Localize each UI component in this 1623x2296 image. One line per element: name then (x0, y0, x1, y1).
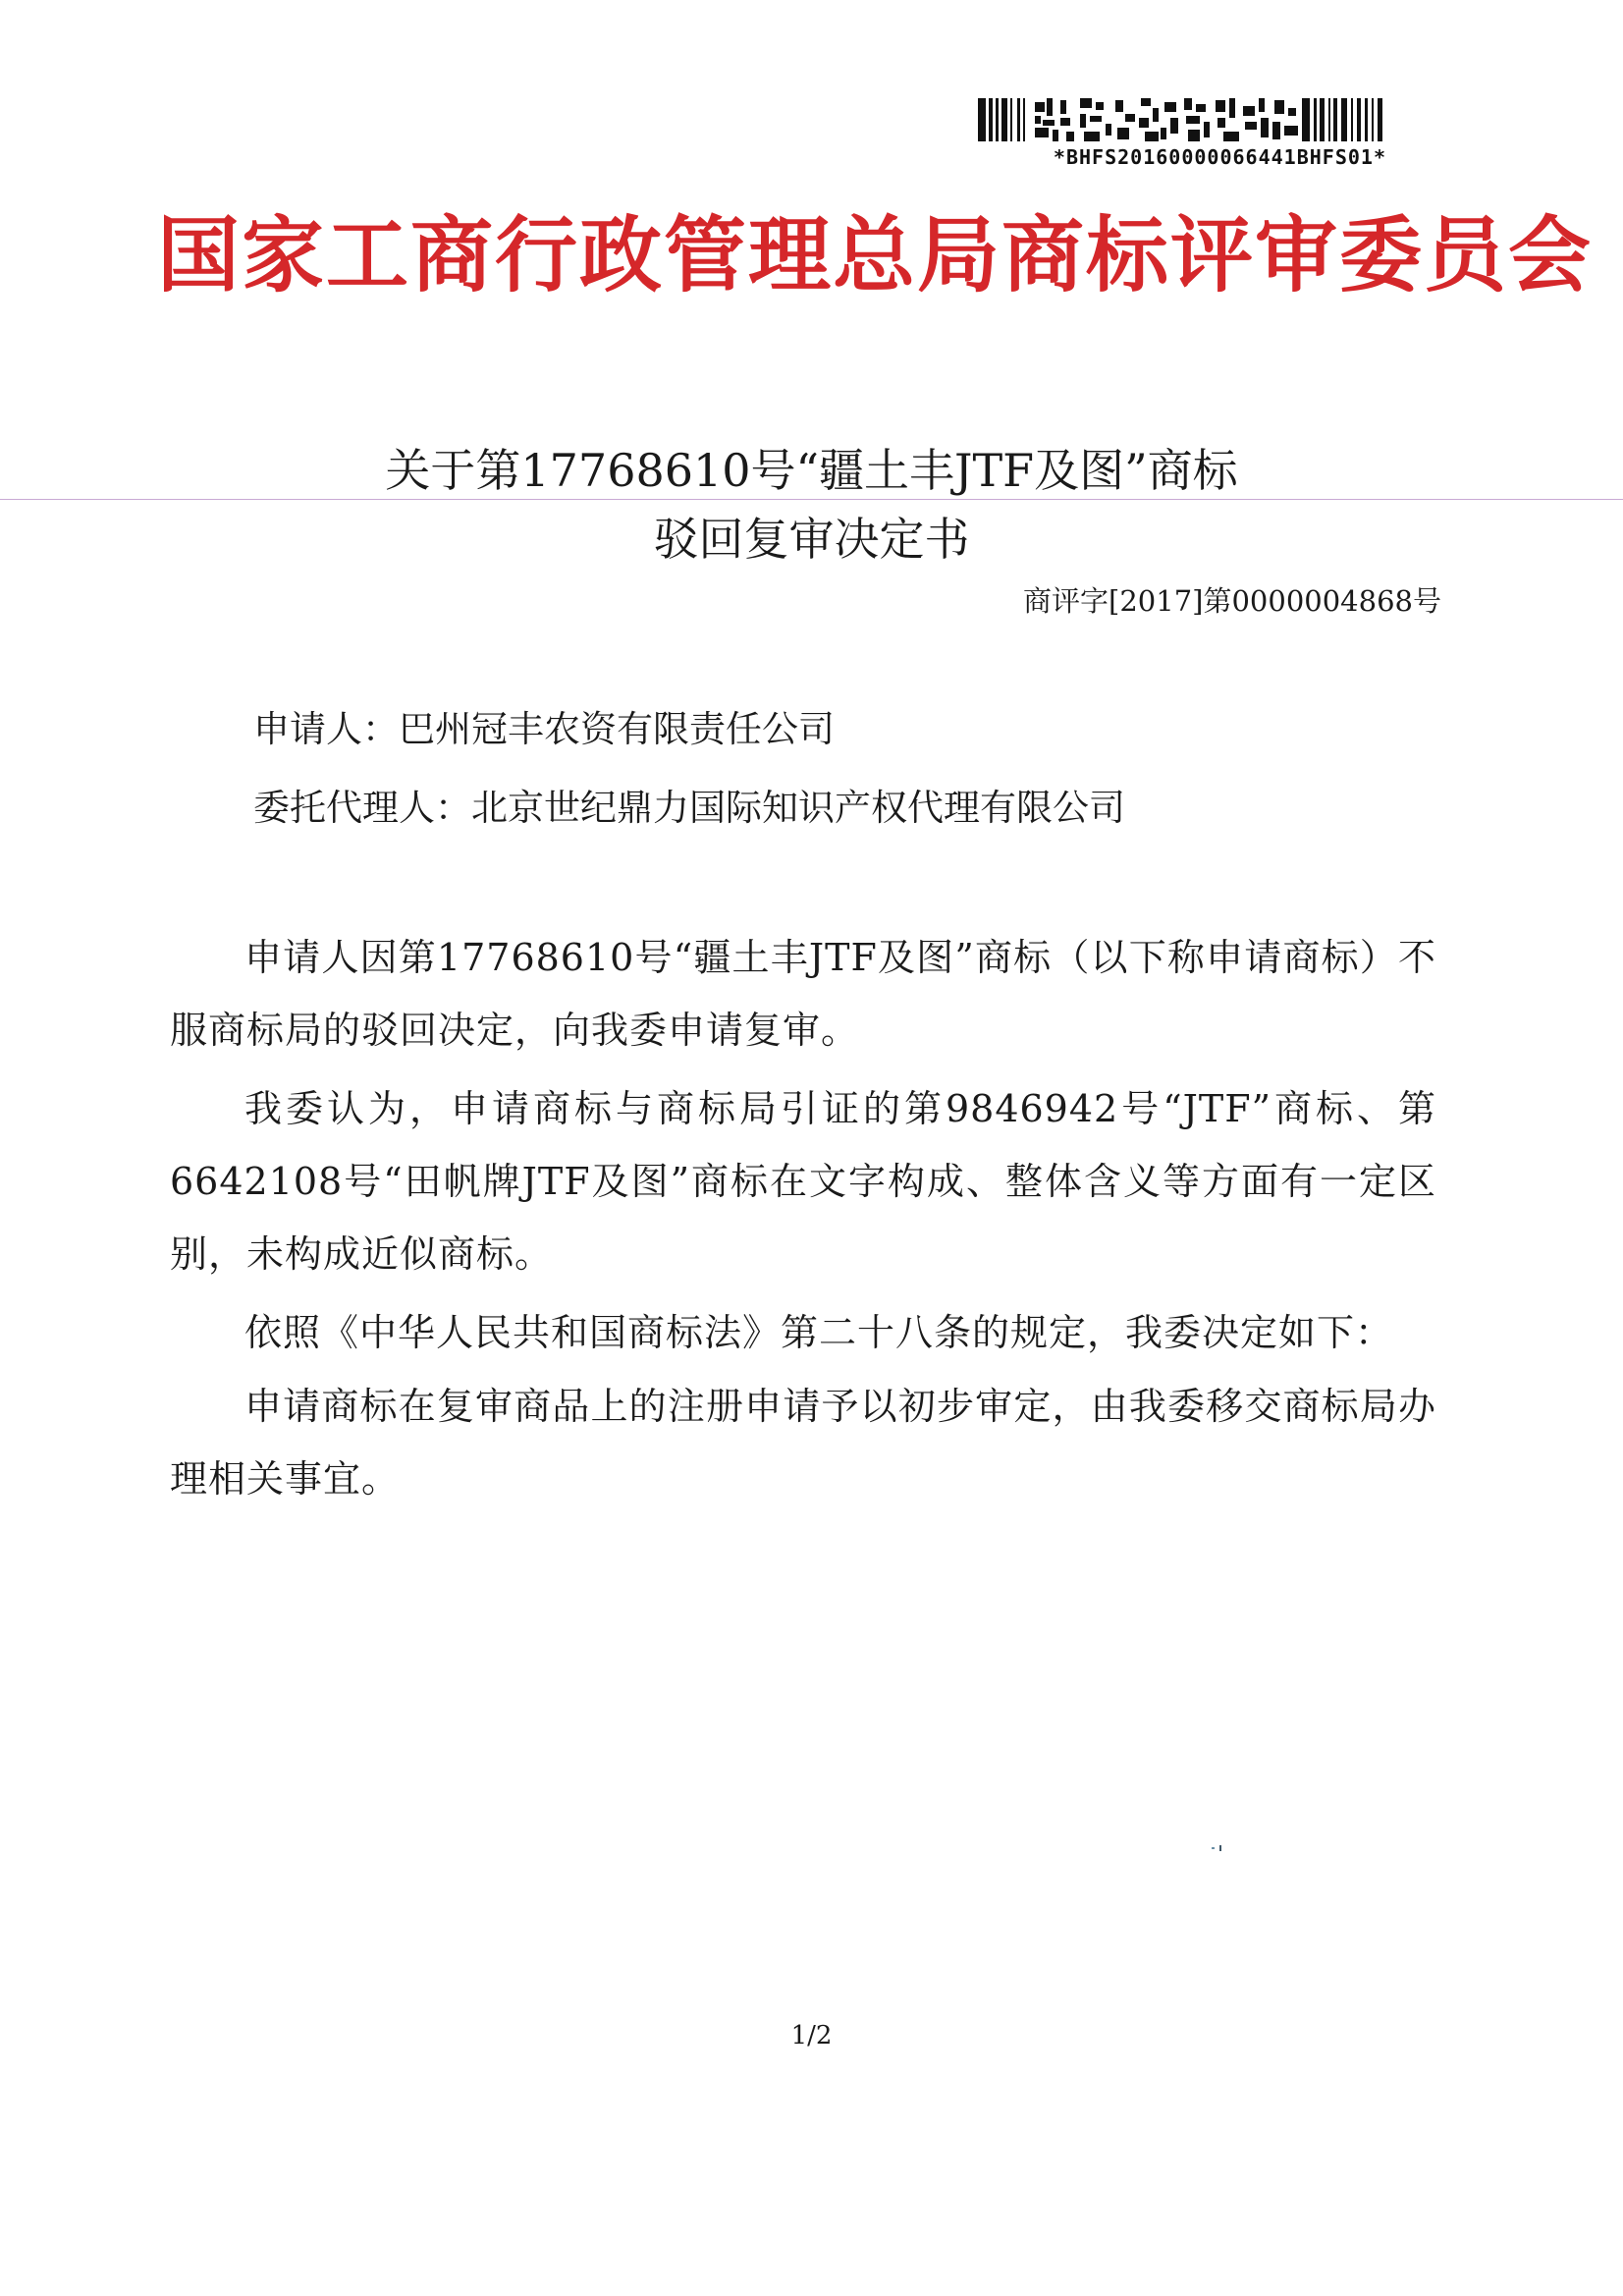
body-paragraph-3: 依照《中华人民共和国商标法》第二十八条的规定，我委决定如下： (244, 1311, 1394, 1354)
barcode-code-text: *BHFS20160000066441BHFS01* (1053, 145, 1386, 169)
document-title-line1: 关于第17768610号“疆土丰JTF及图”商标 (385, 444, 1238, 497)
agent-line: 委托代理人：北京世纪鼎力国际知识产权代理有限公司 (253, 787, 1125, 829)
applicant-line: 申请人：巴州冠丰农资有限责任公司 (253, 708, 835, 750)
body-paragraph-1: 申请人因第17768610号“疆土丰JTF及图”商标（以下称申请商标）不服商标局的驳回决定，向我委申请复审。 (170, 936, 1436, 1052)
document-title-line2: 驳回复审决定书 (653, 513, 970, 566)
scan-speck-marks (1212, 1844, 1231, 1852)
page-number: 1/2 (790, 2021, 833, 2050)
document-title (0, 436, 1623, 574)
barcode-block (978, 98, 1386, 169)
barcode-graphic (978, 98, 1384, 141)
issuing-organization-header: 国家工商行政管理总局商标评审委员会 (157, 207, 1594, 303)
document-reference-number: 商评字[2017]第0000004868号 (1023, 584, 1441, 618)
body-paragraph-2: 我委认为，申请商标与商标局引证的第9846942号“JTF”商标、第6642108号“田帆牌JTF及图”商标在文字构成、整体含义等方面有一定区别，未构成近似商标。 (170, 1087, 1436, 1276)
body-paragraph-4: 申请商标在复审商品上的注册申请予以初步审定，由我委移交商标局办理相关事宜。 (170, 1385, 1436, 1501)
